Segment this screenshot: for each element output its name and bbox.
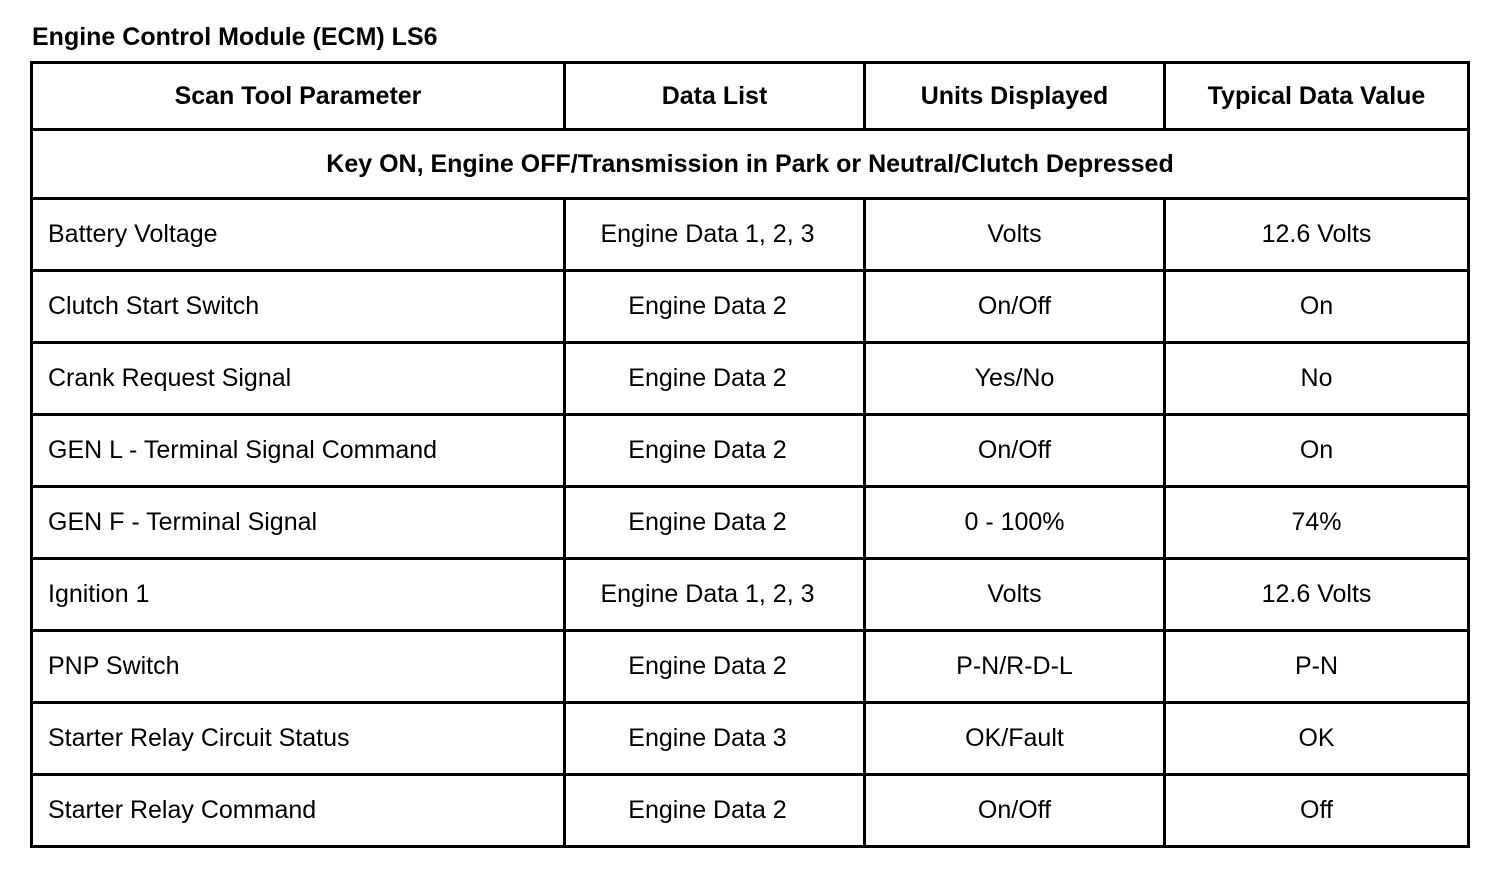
parameter-cell: Starter Relay Command [32,775,565,847]
table-row [32,199,1469,271]
typical-value-cell: On [1165,415,1469,487]
header-data-list: Data List [565,63,865,130]
data-list-cell: Engine Data 2 [565,415,865,487]
parameter-cell: Crank Request Signal [32,343,565,415]
units-cell: OK/Fault [865,703,1165,775]
header-units-displayed: Units Displayed [865,63,1165,130]
units-cell: Volts [865,199,1165,271]
units-cell: Yes/No [865,343,1165,415]
typical-value-cell: OK [1165,703,1469,775]
table-row [32,703,1469,775]
section-row [32,130,1469,199]
typical-value-cell: 12.6 Volts [1165,559,1469,631]
parameter-cell: PNP Switch [32,631,565,703]
table-row [32,343,1469,415]
header-typical-data-value: Typical Data Value [1165,63,1469,130]
document-title: Engine Control Module (ECM) LS6 [32,23,438,51]
table-header-row [32,63,1469,130]
units-cell: Volts [865,559,1165,631]
parameter-cell: Ignition 1 [32,559,565,631]
header-scan-tool-parameter: Scan Tool Parameter [32,63,565,130]
units-cell: On/Off [865,415,1165,487]
data-list-cell: Engine Data 2 [565,775,865,847]
typical-value-cell: 12.6 Volts [1165,199,1469,271]
table-row [32,559,1469,631]
units-cell: On/Off [865,775,1165,847]
table-row [32,271,1469,343]
data-list-cell: Engine Data 2 [565,487,865,559]
parameter-cell: GEN L - Terminal Signal Command [32,415,565,487]
table-row [32,775,1469,847]
section-heading: Key ON, Engine OFF/Transmission in Park or Neutral/Clutch Depressed [32,130,1469,199]
parameter-cell: Clutch Start Switch [32,271,565,343]
data-list-cell: Engine Data 2 [565,271,865,343]
table-row [32,415,1469,487]
units-cell: 0 - 100% [865,487,1165,559]
data-list-cell: Engine Data 1, 2, 3 [565,199,865,271]
parameter-cell: Starter Relay Circuit Status [32,703,565,775]
table-row [32,631,1469,703]
data-list-cell: Engine Data 2 [565,343,865,415]
typical-value-cell: On [1165,271,1469,343]
data-list-cell: Engine Data 2 [565,631,865,703]
typical-value-cell: Off [1165,775,1469,847]
scan-tool-data-table [30,61,1470,848]
data-list-cell: Engine Data 3 [565,703,865,775]
typical-value-cell: P-N [1165,631,1469,703]
parameter-cell: GEN F - Terminal Signal [32,487,565,559]
typical-value-cell: 74% [1165,487,1469,559]
parameter-cell: Battery Voltage [32,199,565,271]
units-cell: P-N/R-D-L [865,631,1165,703]
data-list-cell: Engine Data 1, 2, 3 [565,559,865,631]
units-cell: On/Off [865,271,1165,343]
typical-value-cell: No [1165,343,1469,415]
table-row [32,487,1469,559]
